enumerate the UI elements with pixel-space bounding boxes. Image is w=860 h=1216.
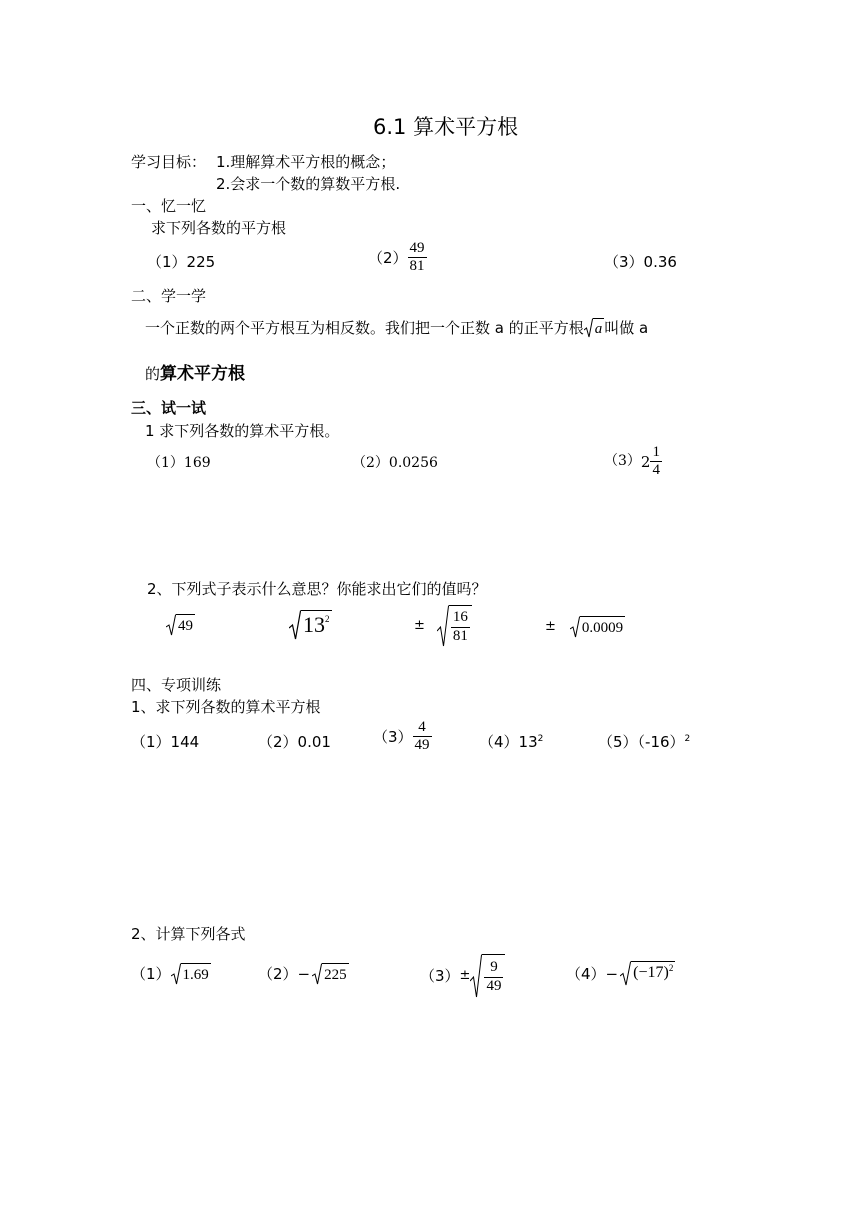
section3-q2: 2、下列式子表示什么意思？你能求出它们的值吗？ [147, 580, 487, 598]
section2-paragraph-line1: 一个正数的两个平方根互为相反数。我们把一个正数 a 的正平方根 a 叫做 a [145, 319, 649, 337]
s3-q1-problem-2: （2）0.0256 [352, 455, 438, 471]
s1-problem-2: （2） $\frac{49}{81}$ [368, 240, 425, 275]
radical-sign-icon [166, 614, 176, 636]
s3-expr-3: ± $\frac{16}{81}$ [414, 605, 472, 647]
radical-sign-icon [289, 610, 301, 640]
radical-sign-icon [570, 616, 580, 638]
fraction: $\frac{49}{81}$ [409, 240, 425, 275]
s1-problem-1: （1）225 [147, 253, 216, 271]
fraction: $\frac{1}{4}$ [652, 444, 660, 479]
radical-sign-icon [312, 963, 322, 985]
section4-q1: 1、求下列各数的算术平方根 [131, 698, 321, 716]
objective-2: 2.会求一个数的算数平方根. [216, 175, 401, 193]
section3-heading: 三、试一试 [131, 399, 207, 417]
radical-sign-icon [437, 605, 449, 647]
key-term: 算术平方根 [160, 364, 246, 384]
section4-q2: 2、计算下列各式 [131, 925, 246, 943]
s4-q1-problem-5: $(5)(-16)^2$ [598, 733, 691, 751]
page-title: 6.1 算术平方根 [373, 115, 519, 139]
section4-heading: 四、专项训练 [131, 676, 222, 694]
radical-sign-icon [171, 963, 181, 985]
radical-sign-icon [620, 961, 631, 986]
s4-q1-problem-4: $(4)13^2$ [479, 733, 544, 751]
section2-heading: 二、学一学 [131, 287, 207, 305]
s3-expr-2: 13 $^2$ [289, 610, 332, 640]
section3-q1: 1 求下列各数的算术平方根。 [145, 422, 340, 440]
s1-problem-3: （3）0.36 [604, 253, 677, 271]
s4-q1-problem-1: （1）144 [131, 733, 200, 751]
s4-calc-2: （2） − 225 [258, 965, 347, 983]
s4-calc-4: （4） − (−17) $^2$ [566, 961, 675, 986]
s4-q1-problem-3: （3） $\frac{4}{49}$ [373, 719, 430, 754]
radical-sign-icon [470, 954, 482, 998]
s3-q1-problem-1: （1）169 [147, 455, 211, 471]
objectives-label: 学习目标： [131, 153, 207, 171]
objective-1: 1.理解算术平方根的概念； [216, 153, 396, 171]
s3-q1-problem-3: （3） 2 $\frac{1}{4}$ [604, 444, 660, 479]
s3-expr-1: 49 [166, 614, 195, 636]
s3-expr-4: ± 0.0009 [545, 616, 625, 638]
radical-sign-icon [584, 318, 593, 338]
section1-heading: 一、忆一忆 [131, 197, 207, 215]
sqrt-a: a [584, 318, 605, 338]
s4-calc-1: （1） 1.69 [131, 965, 209, 983]
s4-calc-3: （3） ± $\frac{9}{49}$ [420, 954, 505, 998]
section2-paragraph-line2: 的算术平方根 [145, 364, 246, 384]
s4-q1-problem-2: （2）0.01 [258, 733, 331, 751]
section1-instruction: 求下列各数的平方根 [151, 219, 287, 237]
